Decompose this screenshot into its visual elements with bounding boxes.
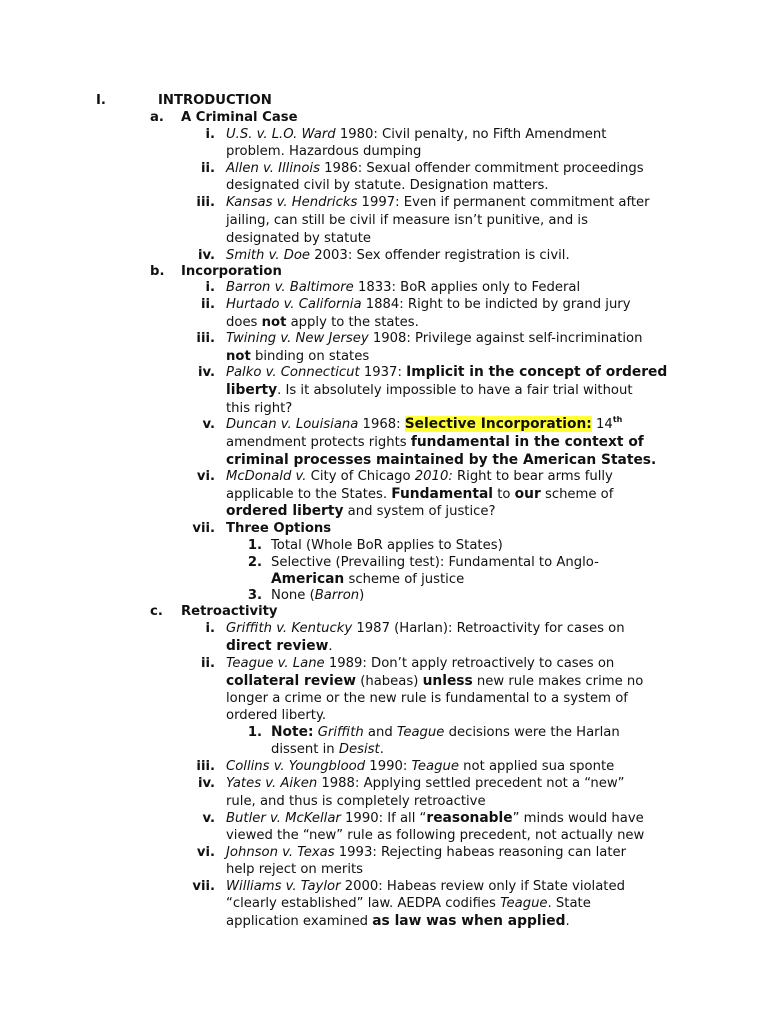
text-run: amendment protects rights	[226, 435, 411, 450]
item-marker: i.	[205, 127, 215, 142]
emphasis: reasonable	[426, 810, 513, 826]
item-text: 1987 (Harlan): Retroactivity for cases on	[352, 621, 625, 636]
emphasis: not	[226, 349, 251, 364]
item-marker: 3.	[247, 588, 262, 603]
case-name: Teague v. Lane	[226, 656, 325, 671]
text-run: does	[226, 315, 262, 330]
list-item	[271, 587, 364, 604]
item-text: 1993: Rejecting habeas reasoning can later	[334, 845, 627, 860]
item-marker: v.	[202, 811, 215, 826]
case-name: Williams v. Taylor	[226, 879, 341, 894]
case-name: Griffith v. Kentucky	[226, 621, 353, 636]
case-name: Yates v. Aiken	[226, 776, 318, 791]
text-run: .	[379, 742, 384, 757]
emphasis: unless	[422, 673, 473, 689]
emphasis: liberty	[226, 382, 278, 398]
text-run: .	[565, 914, 570, 929]
list-item	[226, 330, 642, 347]
text-run: City of Chicago	[306, 469, 415, 484]
item-text: rule, and thus is completely retroactive	[226, 794, 486, 809]
item-marker: iii.	[196, 759, 215, 774]
case-name: Allen v. Illinois	[226, 161, 320, 176]
case-name: Smith v. Doe	[226, 248, 311, 263]
list-item	[226, 247, 570, 264]
list-item	[226, 160, 644, 177]
list-item	[226, 364, 667, 381]
case-name: Barron v. Baltimore	[226, 280, 354, 295]
item-text: 1988: Applying settled precedent not a “new”	[317, 776, 625, 791]
text-run: ” minds would have	[512, 811, 644, 826]
emphasis: direct review	[226, 638, 329, 654]
item-text	[226, 486, 613, 503]
item-text	[226, 348, 369, 365]
list-item	[226, 810, 644, 827]
subsection-title: A Criminal Case	[181, 110, 298, 125]
list-item	[226, 126, 606, 143]
item-text: 2000: Habeas review only if State violated	[340, 879, 625, 894]
list-item	[226, 844, 626, 861]
item-text	[226, 314, 419, 331]
case-name: Desist	[338, 742, 380, 757]
item-marker: vi.	[196, 845, 215, 860]
text-run: binding on states	[250, 349, 370, 364]
item-marker: iv.	[197, 776, 215, 791]
case-name: Teague	[396, 725, 445, 740]
subsection-marker: b.	[150, 264, 165, 279]
text-run: None (	[271, 588, 315, 603]
case-name: Hurtado v. California	[226, 297, 362, 312]
item-marker: vi.	[196, 469, 215, 484]
item-text: this right?	[226, 401, 293, 416]
year: 2010:	[414, 469, 453, 484]
text-run: .	[328, 639, 333, 654]
list-item	[226, 468, 613, 485]
subsection-title: Incorporation	[181, 264, 282, 279]
item-text: ordered liberty.	[226, 708, 327, 723]
list-item	[226, 758, 614, 775]
item-text	[226, 434, 644, 451]
emphasis: Implicit in the concept of ordered	[406, 364, 668, 380]
text-run: and system of justice?	[343, 504, 496, 519]
item-text: designated civil by statute. Designation matters.	[226, 178, 549, 193]
item-text: jailing, can still be civil if measure isn’t punitive, and is	[226, 213, 588, 228]
text-run: application examined	[226, 914, 373, 929]
text-run: scheme of justice	[344, 572, 465, 587]
item-marker: v.	[202, 417, 215, 432]
emphasis: criminal processes maintained by the American States.	[226, 452, 657, 468]
subsection-marker: a.	[150, 110, 164, 125]
item-text: 1986: Sexual offender commitment proceedings	[319, 161, 644, 176]
item-text	[271, 571, 464, 588]
case-name: Duncan v. Louisiana	[226, 417, 359, 432]
item-text: 1884: Right to be indicted by grand jury	[361, 297, 631, 312]
section-marker: I.	[96, 93, 106, 108]
case-name: Kansas v. Hendricks	[226, 195, 358, 210]
list-item	[226, 416, 622, 433]
item-marker: 1.	[247, 725, 262, 740]
emphasis: ordered liberty	[226, 503, 344, 519]
text-run: decisions were the Harlan	[444, 725, 620, 740]
text-run: 1968:	[358, 417, 405, 432]
item-text	[226, 503, 496, 520]
case-name: Teague	[500, 896, 548, 911]
item-marker: 2.	[247, 555, 262, 570]
list-item	[226, 775, 625, 792]
case-name: Twining v. New Jersey	[226, 331, 369, 346]
item-marker: ii.	[200, 161, 215, 176]
list-item	[226, 279, 580, 296]
item-marker: i.	[205, 280, 215, 295]
text-run: dissent in	[271, 742, 339, 757]
case-name: Griffith	[317, 725, 364, 740]
item-text: designated by statute	[226, 231, 371, 246]
text-run: “clearly established” law. AEDPA codifies	[226, 896, 501, 911]
case-name: Butler v. McKellar	[226, 811, 341, 826]
item-text: 1989: Don’t apply retroactively to cases on	[324, 656, 615, 671]
case-name: Collins v. Youngblood	[226, 759, 366, 774]
item-marker: iii.	[196, 195, 215, 210]
text-run: 1990:	[365, 759, 412, 774]
item-text	[226, 638, 333, 655]
text-run: not applied sua sponte	[458, 759, 615, 774]
subsection-title: Retroactivity	[181, 604, 278, 619]
note-item	[271, 724, 620, 741]
item-text: 1997: Even if permanent commitment after	[357, 195, 650, 210]
list-item	[226, 620, 625, 637]
text-run: and	[363, 725, 397, 740]
text-run: to	[493, 487, 515, 502]
text-run: . Is it absolutely impossible to have a fair trial without	[277, 383, 633, 398]
item-text	[226, 673, 643, 690]
text-run: . State	[547, 896, 591, 911]
list-item	[226, 194, 650, 211]
case-name: McDonald v.	[226, 469, 307, 484]
emphasis: fundamental in the context of	[410, 434, 644, 450]
text-run: Right to bear arms fully	[452, 469, 613, 484]
text-run: 1937:	[359, 365, 407, 380]
item-marker: ii.	[200, 297, 215, 312]
emphasis: as law was when applied	[372, 913, 566, 929]
case-name: Johnson v. Texas	[226, 845, 335, 860]
item-marker: iv.	[197, 365, 215, 380]
emphasis: our	[514, 486, 541, 502]
item-text	[226, 382, 633, 399]
case-name: Palko v. Connecticut	[226, 365, 360, 380]
item-marker: 1.	[247, 538, 262, 553]
list-item	[226, 655, 614, 672]
item-text: 1908: Privilege against self-incrimination	[368, 331, 643, 346]
text-run: new rule makes crime no	[472, 674, 644, 689]
case-name: Barron	[314, 588, 360, 603]
list-item: Selective (Prevailing test): Fundamental to Anglo-	[271, 555, 599, 570]
item-text: 1833: BoR applies only to Federal	[353, 280, 581, 295]
text-run: apply to the states.	[286, 315, 419, 330]
item-marker: ii.	[200, 656, 215, 671]
item-marker: iii.	[196, 331, 215, 346]
item-marker: iv.	[197, 248, 215, 263]
section-title: INTRODUCTION	[158, 93, 272, 108]
item-text	[271, 741, 384, 758]
item-text: 1980: Civil penalty, no Fifth Amendment	[335, 127, 607, 142]
item-text: longer a crime or the new rule is fundamental to a system of	[226, 691, 628, 706]
case-name: U.S. v. L.O. Ward	[226, 127, 336, 142]
item-text	[226, 913, 570, 930]
item-marker: i.	[205, 621, 215, 636]
item-marker: vii.	[192, 879, 215, 894]
emphasis: Fundamental	[391, 486, 494, 502]
emphasis: collateral review	[226, 673, 357, 689]
text-run: 1990: If all “	[340, 811, 427, 826]
text-run: scheme of	[540, 487, 614, 502]
emphasis: American	[271, 571, 345, 587]
list-item	[226, 296, 631, 313]
emphasis: not	[261, 315, 287, 330]
item-text: viewed the “new” rule as following precedent, not actually new	[226, 828, 645, 843]
note-label: Note:	[271, 724, 314, 740]
case-name: Teague	[411, 759, 459, 774]
text-run: 14	[591, 417, 613, 432]
superscript: th	[612, 414, 623, 424]
item-text	[226, 895, 591, 912]
subsection-marker: c.	[150, 604, 163, 619]
item-text: help reject on merits	[226, 862, 364, 877]
item-text: 2003: Sex offender registration is civil.	[310, 248, 570, 263]
text-run: (habeas)	[356, 674, 423, 689]
item-text: problem. Hazardous dumping	[226, 144, 422, 159]
text-run: applicable to the States.	[226, 487, 392, 502]
list-item	[226, 878, 625, 895]
list-item: Total (Whole BoR applies to States)	[271, 538, 503, 553]
text-run: )	[359, 588, 365, 603]
list-item-title: Three Options	[226, 521, 332, 536]
highlighted-text: Selective Incorporation:	[404, 416, 592, 432]
item-marker: vii.	[192, 521, 215, 536]
